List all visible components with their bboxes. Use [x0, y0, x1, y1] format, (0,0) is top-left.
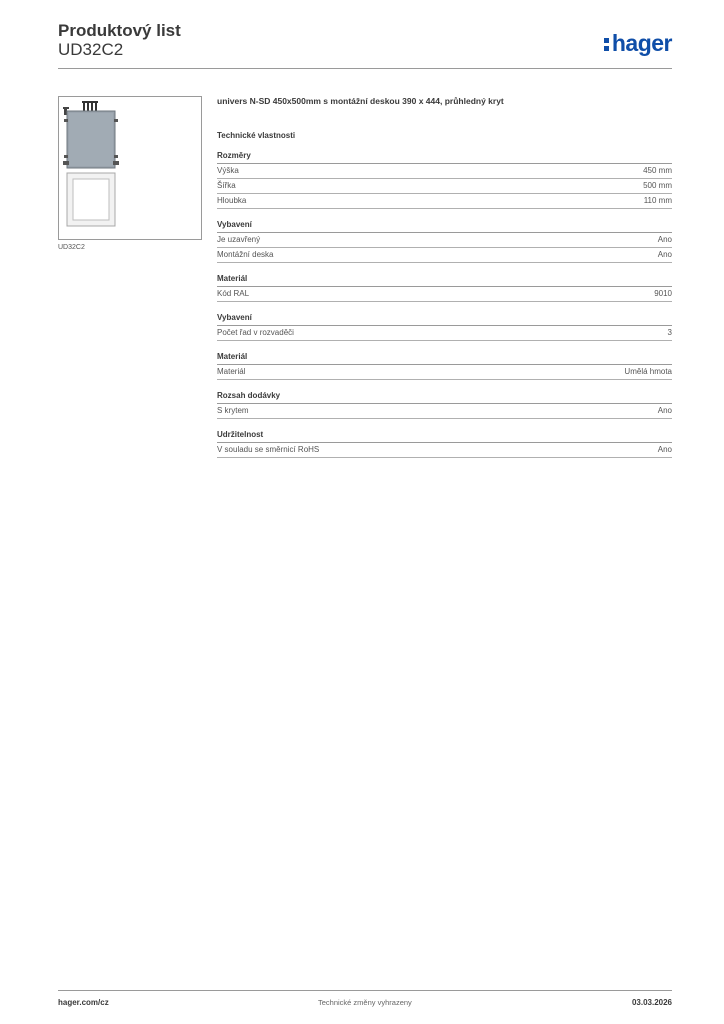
product-details: [217, 96, 672, 469]
spec-group: [217, 151, 672, 209]
section-title: Technické vlastnosti: [217, 131, 296, 140]
spec-label: Montážní deska: [217, 250, 274, 259]
footer-divider: [58, 990, 672, 991]
spec-label: V souladu se směrnicí RoHS: [217, 445, 320, 454]
spec-row: [217, 365, 672, 380]
spec-group-title: Vybavení: [217, 313, 672, 326]
footer-notice: Technické změny vyhrazeny: [318, 998, 412, 1007]
enclosure-illustration: [59, 97, 201, 239]
spec-row: [217, 179, 672, 194]
logo-colon-icon: [604, 35, 610, 51]
page-title: Produktový list: [58, 21, 181, 40]
spec-row: [217, 248, 672, 263]
spec-group-title: Materiál: [217, 352, 672, 365]
spec-group: [217, 352, 672, 380]
spec-group: [217, 274, 672, 302]
product-code: UD32C2: [58, 40, 124, 59]
page-header: [58, 20, 672, 68]
spec-group: [217, 430, 672, 458]
spec-group-title: Udržitelnost: [217, 430, 672, 443]
spec-group-title: Materiál: [217, 274, 672, 287]
spec-label: Materiál: [217, 367, 246, 376]
spec-group-title: Vybavení: [217, 220, 672, 233]
spec-label: Počet řad v rozvaděči: [217, 328, 294, 337]
spec-group: [217, 220, 672, 263]
spec-value: Ano: [657, 406, 672, 415]
spec-value: Ano: [657, 445, 672, 454]
spec-group: [217, 391, 672, 419]
footer-date: 03.03.2026: [631, 998, 672, 1007]
spec-label: Je uzavřený: [217, 235, 261, 244]
spec-row: [217, 287, 672, 302]
spec-label: Hloubka: [217, 196, 247, 205]
spec-value: 3: [667, 328, 672, 337]
spec-value: 9010: [654, 289, 672, 298]
spec-group-title: Rozsah dodávky: [217, 391, 672, 404]
spec-row: [217, 194, 672, 209]
hager-logo: [604, 30, 672, 56]
image-caption: UD32C2: [58, 244, 85, 251]
spec-row: [217, 164, 672, 179]
spec-value: 110 mm: [643, 196, 672, 205]
spec-label: Kód RAL: [217, 289, 250, 298]
spec-value: 450 mm: [643, 166, 672, 175]
spec-group-title: Rozměry: [217, 151, 672, 164]
spec-label: S krytem: [217, 406, 249, 415]
spec-label: Výška: [217, 166, 239, 175]
spec-row: [217, 233, 672, 248]
product-description: univers N-SD 450x500mm s montážní deskou 390 x 444, průhledný kryt: [217, 96, 504, 106]
spec-value: 500 mm: [643, 181, 672, 190]
footer-website-link[interactable]: hager.com/cz: [58, 998, 109, 1007]
spec-group: [217, 313, 672, 341]
spec-value: Ano: [657, 235, 672, 244]
spec-value: Ano: [657, 250, 672, 259]
logo-text: hager: [611, 29, 672, 56]
spec-row: [217, 404, 672, 419]
spec-label: Šířka: [217, 181, 236, 190]
spec-value: Umělá hmota: [624, 367, 672, 376]
spec-row: [217, 326, 672, 341]
product-image: [58, 96, 202, 240]
spec-row: [217, 443, 672, 458]
header-divider: [58, 68, 672, 69]
